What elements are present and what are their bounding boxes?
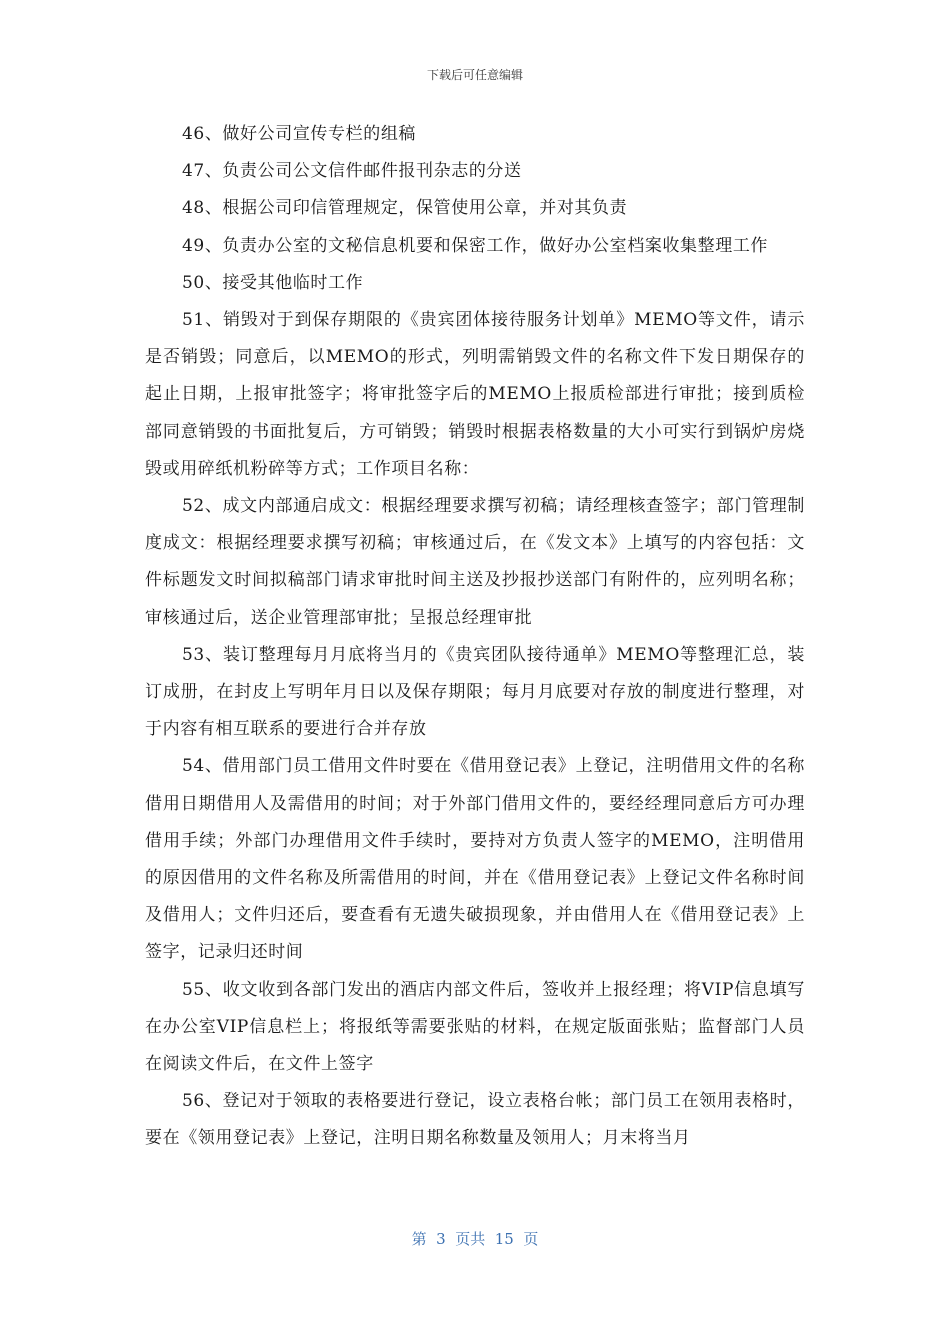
paragraph-56: 56、登记对于领取的表格要进行登记，设立表格台帐；部门员工在领用表格时，要在《领用登记表》上登记，注明日期名称数量及领用人；月末将当月	[145, 1091, 805, 1149]
paragraph-54: 54、借用部门员工借用文件时要在《借用登记表》上登记，注明借用文件的名称借用日期借用人及需借用的时间；对于外部门借用文件的，要经经理同意后方可办理借用手续；外部门办理借用文件手续时，要持对方负责人签字的MEMO，注明借用的原因借用的文件名称及所需借用的时间，并在《借用登记表》上登记文件名称时间及借用人；文件归还后，要查看有无遗失破损现象，并由借用人在《借用登记表》上签字，记录归还时间	[145, 756, 805, 963]
paragraph-55: 55、收文收到各部门发出的酒店内部文件后，签收并上报经理；将VIP信息填写在办公室VIP信息栏上；将报纸等需要张贴的材料，在规定版面张贴；监督部门人员在阅读文件后，在文件上签字	[145, 979, 805, 1075]
page-header: 下载后可任意编辑	[426, 68, 523, 82]
paragraph-52: 52、成文内部通启成文：根据经理要求撰写初稿；请经理核查签字；部门管理制度成文：根据经理要求撰写初稿；审核通过后，在《发文本》上填写的内容包括：文件标题发文时间拟稿部门请求审批时间主送及抄报抄送部门有附件的，应列明名称；审核通过后，送企业管理部审批；呈报总经理审批	[145, 496, 805, 628]
paragraph-53: 53、装订整理每月月底将当月的《贵宾团队接待通单》MEMO等整理汇总，装订成册，在封皮上写明年月日以及保存期限；每月月底要对存放的制度进行整理，对于内容有相互联系的要进行合并存放	[145, 644, 805, 740]
paragraph-49: 49、负责办公室的文秘信息机要和保密工作，做好办公室档案收集整理工作	[182, 235, 769, 256]
paragraph-48: 48、根据公司印信管理规定，保管使用公章，并对其负责	[182, 198, 628, 219]
paragraph-51: 51、销毁对于到保存期限的《贵宾团体接待服务计划单》MEMO等文件，请示是否销毁；同意后，以MEMO的形式，列明需销毁文件的名称文件下发日期保存的起止日期，上报审批签字；将审批签字后的MEMO上报质检部进行审批；接到质检部同意销毁的书面批复后，方可销毁；销毁时根据表格数量的大小可实行到锅炉房烧毁或用碎纸机粉碎等方式；工作项目名称：	[145, 310, 805, 479]
paragraph-47: 47、负责公司公文信件邮件报刊杂志的分送	[182, 161, 522, 182]
page-number-footer: 第 3 页共 15 页	[411, 1230, 539, 1248]
paragraph-46: 46、做好公司宣传专栏的组稿	[182, 124, 417, 144]
paragraph-50: 50、接受其他临时工作	[182, 272, 364, 293]
document-body	[145, 116, 805, 1158]
